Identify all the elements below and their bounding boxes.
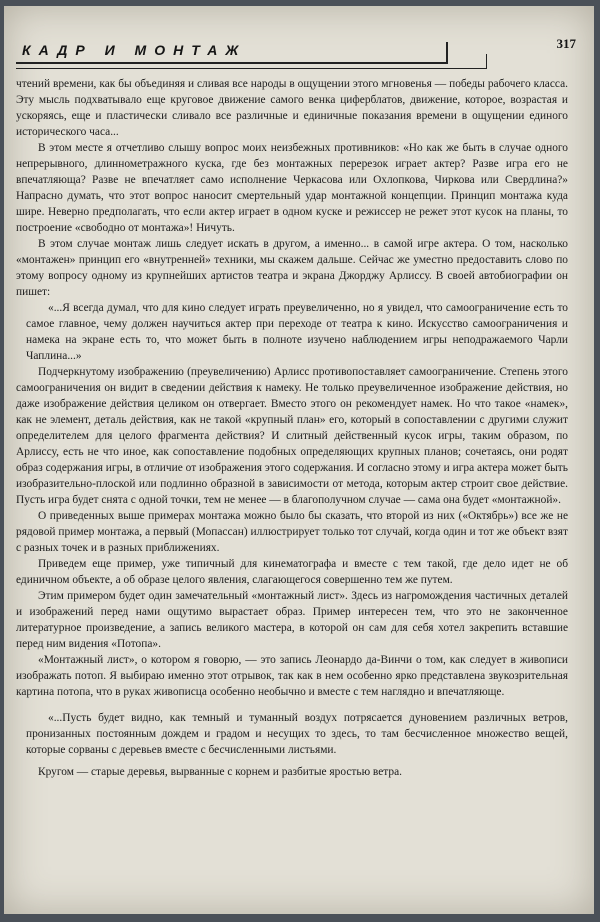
body-text bbox=[16, 76, 568, 780]
header-rule-bracket bbox=[446, 42, 448, 64]
header-rule-lower bbox=[16, 68, 486, 69]
running-head: КАДР И МОНТАЖ bbox=[22, 42, 247, 58]
page-header bbox=[16, 28, 584, 70]
header-rule bbox=[16, 62, 446, 64]
book-page bbox=[4, 6, 594, 914]
paragraph: В этом месте я отчетливо слышу вопрос моих неизбежных противников: «Но как же быть в случае одного непрерывного, длинномeтражного куска, где без монтажных перерезок играет актер? Разве игра его не впечатляюща? Разве не впечатляет само исполнение Черкасова или Охлопкова, Чиркова или Свердлина?» Напрасно думать, что этот вопрос наносит смертельный удар монтажной концепции. Принцип монтажа куда шире. Неверно предполагать, что если актер играет в одном куске и режиссер не режет этот кусок на планы, то построение «свободно от монтажа»! Ничуть. bbox=[16, 142, 568, 234]
paragraph: «Монтажный лист», о котором я говорю, — это запись Леонардо да-Винчи о том, как следует в живописи изображать потоп. Я выбираю именно этот отрывок, так как в нем особенно ярко представлена звукозрительная картина потопа, что в руках живописца особенно необычно и вместе с тем наглядно и впечатляюще. bbox=[16, 654, 568, 698]
paragraph: О приведенных выше примерах монтажа можно было бы сказать, что второй из них («Октябрь») все же не рядовой пример монтажа, а первый (Мопассан) иллюстрирует только тот случай, когда один и тот же объект взят с разных точек и в разных приближениях. bbox=[16, 510, 568, 554]
paragraph: Этим примером будет один замечательный «монтажный лист». Здесь из нагромождения частичных деталей и изображений перед нами ощутимо вырастает образ. Пример интересен тем, что это не законченное литературное произведение, а запись великого мастера, в которой он сам для себя хотел закрепить вставшие перед ним видения «Потопа». bbox=[16, 590, 568, 650]
paragraph: чтений времени, как бы объединяя и сливая все народы в ощущении этого мгновенья — победы рабочего класса. Эту мысль подхватывало еще круговое движение самого венка циферблатов, движение, которое, возрастая и ускоряясь, еще и пластически сливало все различные и единичные показания времени в ощущении единого исторического часа... bbox=[16, 78, 568, 138]
page-number: 317 bbox=[556, 36, 576, 51]
header-rule-bracket-inner bbox=[486, 54, 487, 69]
quotation: «...Я всегда думал, что для кино следует играть преувеличенно, но я увидел, что самоограничение есть то самое главное, чему должен научиться актер при переходе от театра к кино. Искусство самоограничения и намека на экране есть то, что может быть в полноте изучено наблюдением игры неподражаемого Чарли Чаплина...» bbox=[26, 302, 568, 362]
quotation: «...Пусть будет видно, как темный и туманный воздух потрясается дуновением различных ветров, пронизанных постоянным дождем и градом и несущих то здесь, то там бесчисленное множество вещей, которые сорваны с деревьев вместе с бесчисленными листьями. bbox=[26, 712, 568, 756]
paragraph: Приведем еще пример, уже типичный для кинематографа и вместе с тем такой, где дело идет не об единичном объекте, а об образе целого явления, слагающегося совершенно тем же путем. bbox=[16, 558, 568, 586]
paragraph: Кругом — старые деревья, вырванные с корнем и разбитые яростью ветра. bbox=[38, 766, 403, 778]
paragraph: В этом случае монтаж лишь следует искать в другом, а именно... в самой игре актера. О том, насколько «монтажен» принцип его «внутренней» техники, мы скажем дальше. Сейчас же уместно предоставить слово по этому вопросу одному из крупнейших артистов театра и экрана Джорджу Арлиссу. В своей автобиографии он пишет: bbox=[16, 238, 568, 298]
paragraph: Подчеркнутому изображению (преувеличению) Арлисс противопоставляет самоограничение. Степень этого самоограничения он видит в сведении действия к намеку. Не только преувеличенное изображение действия, но даже изображение действия целиком он отвергает. Вместо этого он рекомендует намек. Но что такое «намек», как не элемент, деталь действия, как не такой «крупный план» его, который в сопоставлении с другими служит определителем для целого фрагмента действия? И слитный действенный кусок игры, таким образом, по Арлиссу, есть не что иное, как сопоставление подобных определяющих крупных планов; сочетаясь, они родят образ содержания игры, в отличие от изображения этого содержания. И согласно этому и игра актера может быть изобразительно-плоской или подлинно образной в зависимости от метода, которым актер строит свое действие. Пусть игра будет снята с одной точки, тем не менее — в благополучном случае — сама она будет «монтажной». bbox=[16, 366, 568, 506]
